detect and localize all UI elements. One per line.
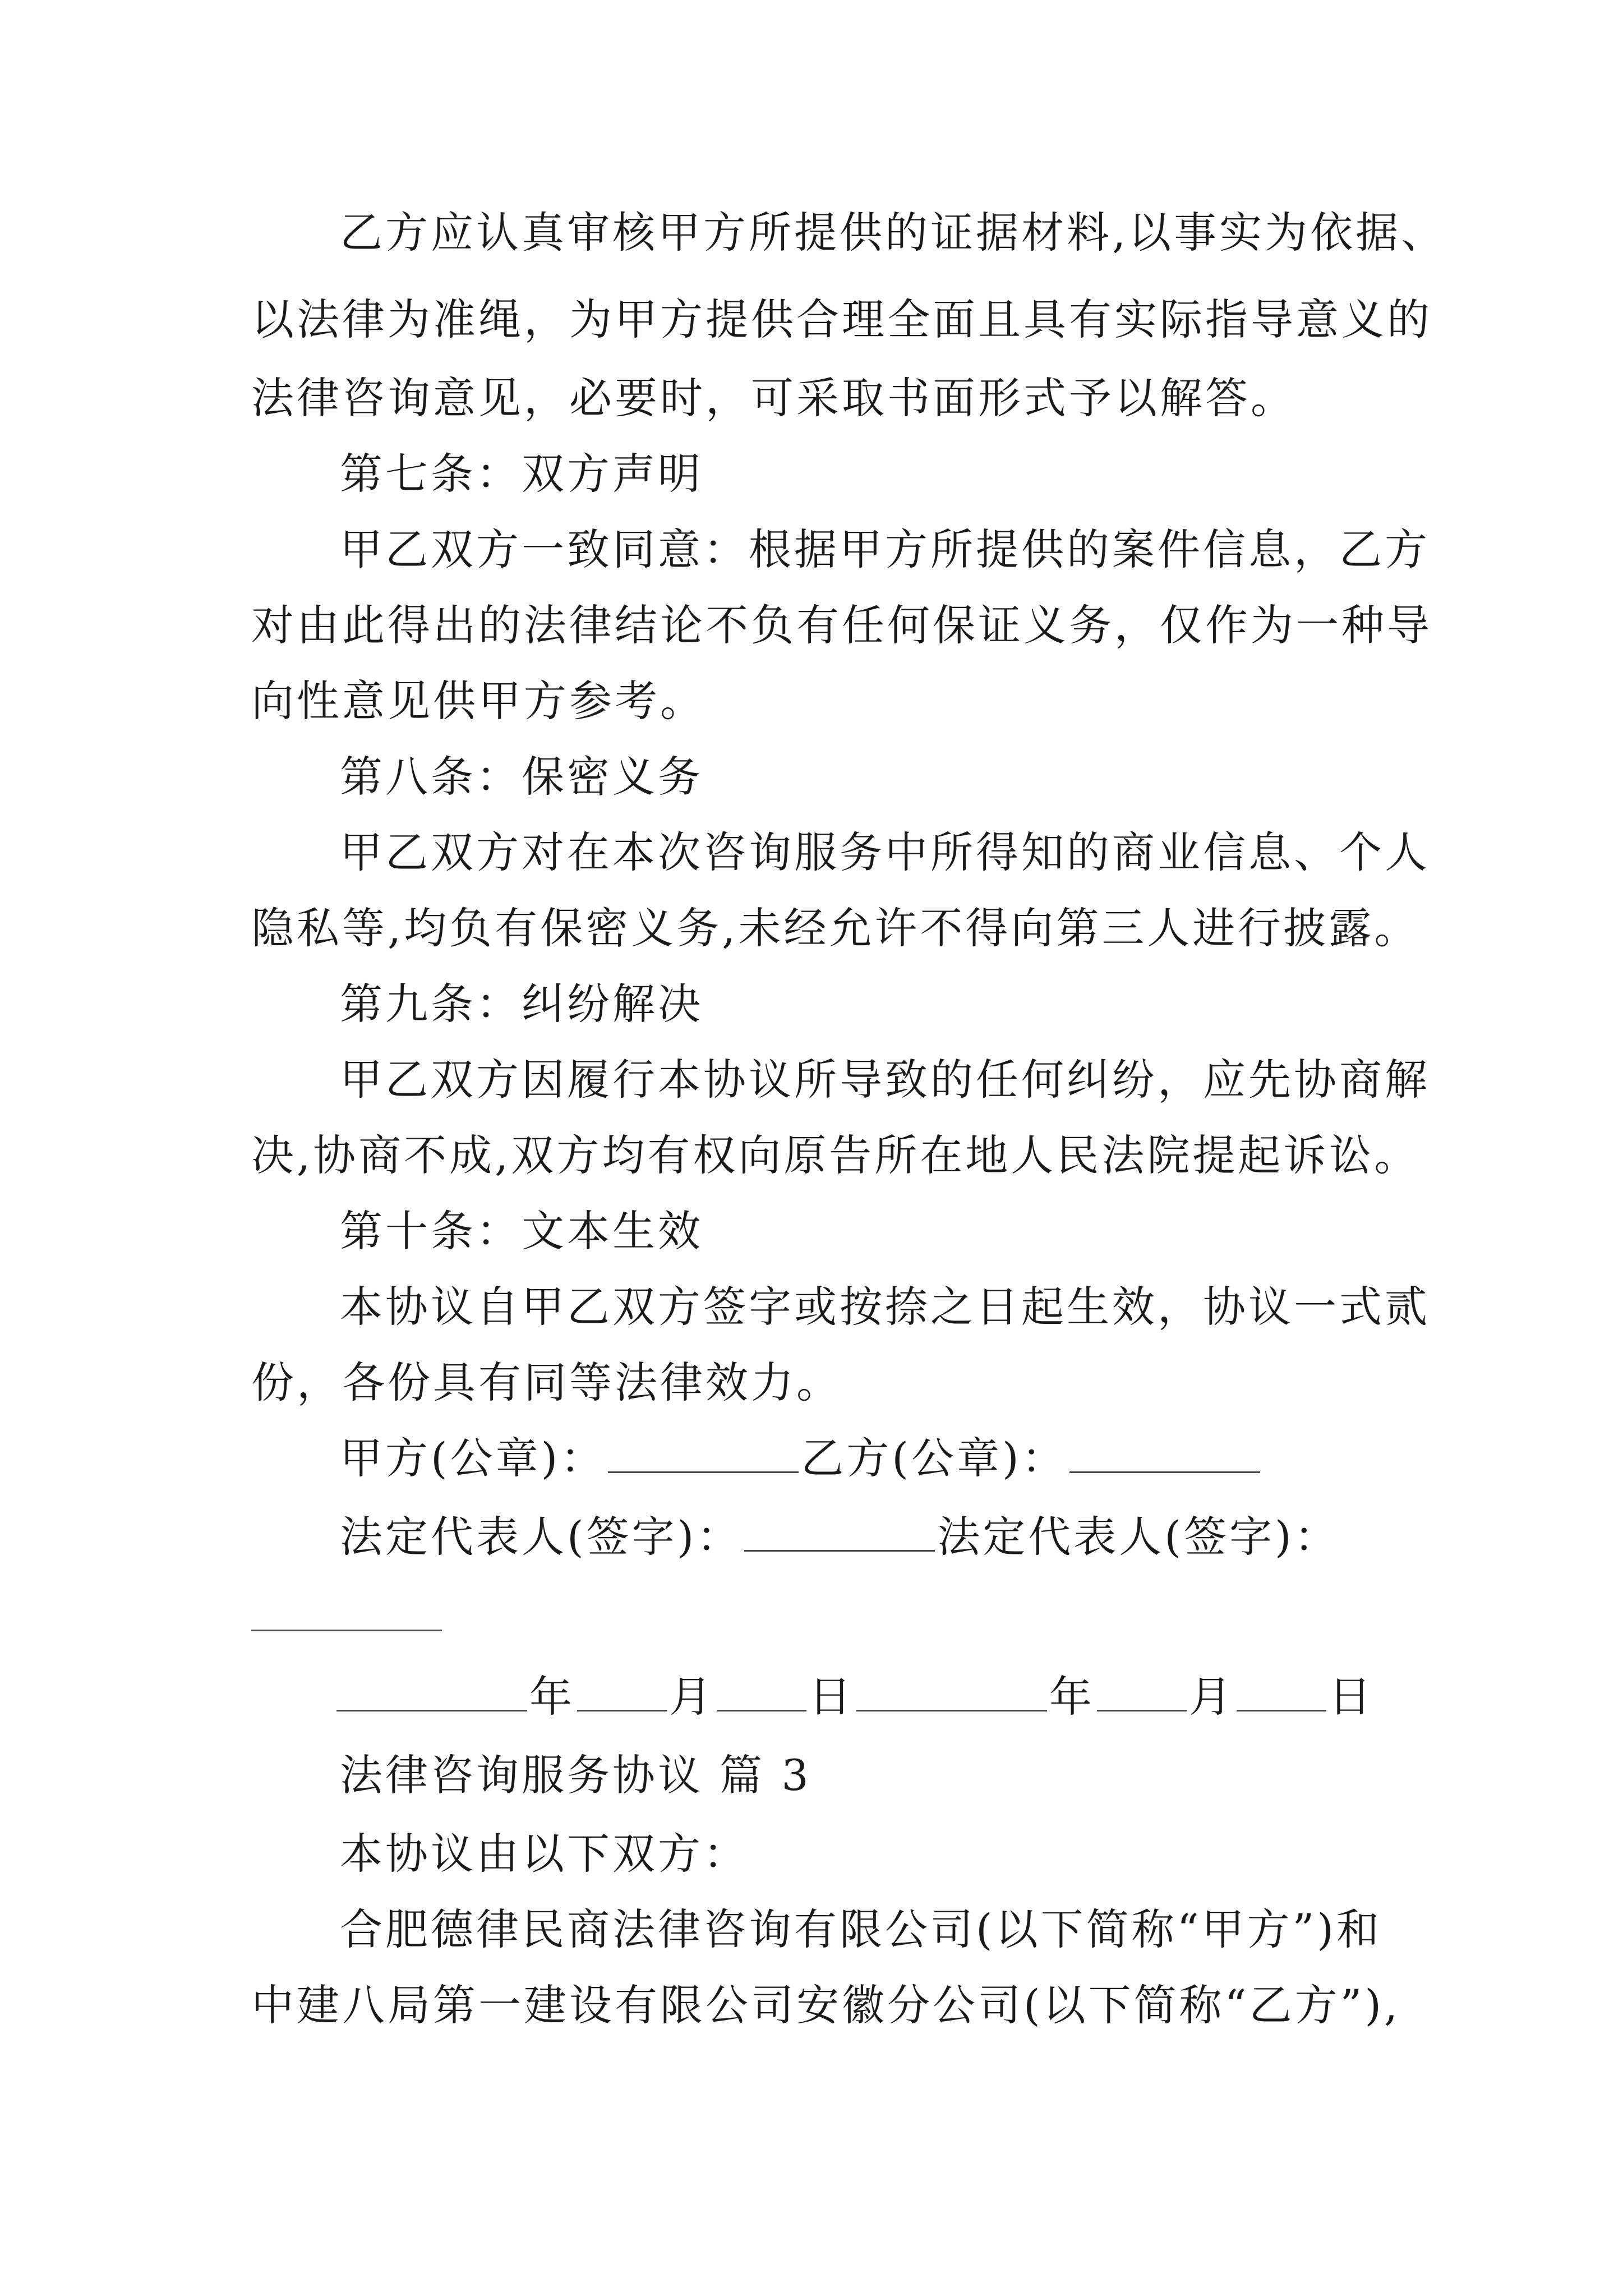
paragraph-line: 本协议由以下双方： bbox=[340, 1829, 749, 1879]
day-a-label: 日 bbox=[809, 1672, 854, 1722]
year-b-label: 年 bbox=[1049, 1672, 1095, 1722]
paragraph-line: 甲乙双方对在本次咨询服务中所得知的商业信息、个人 bbox=[340, 827, 1430, 877]
year-a-label: 年 bbox=[529, 1672, 575, 1722]
paragraph-line: 向性意见供甲方参考。 bbox=[251, 676, 706, 726]
representative-line bbox=[340, 1509, 1340, 1565]
paragraph-line: 对由此得出的法律结论不负有任何保证义务，仅作为一种导 bbox=[251, 600, 1432, 650]
article-heading: 第十条：文本生效 bbox=[340, 1206, 703, 1256]
month-a-label: 月 bbox=[669, 1672, 714, 1722]
rep-a-blank bbox=[744, 1550, 935, 1552]
day-b-blank bbox=[1237, 1710, 1326, 1711]
paragraph-line: 隐私等,均负有保密义务,未经允许不得向第三人进行披露。 bbox=[251, 903, 1420, 953]
article-heading: 第九条：纠纷解决 bbox=[340, 979, 703, 1029]
paragraph-line: 乙方应认真审核甲方所提供的证据材料,以事实为依据、 bbox=[340, 208, 1447, 257]
date-line bbox=[334, 1669, 1374, 1725]
rep-b-label: 法定代表人(签字)： bbox=[937, 1512, 1340, 1562]
paragraph-line: 甲乙双方一致同意：根据甲方所提供的案件信息，乙方 bbox=[340, 524, 1430, 574]
party-b-seal-label: 乙方(公章)： bbox=[801, 1433, 1067, 1483]
rep-b-blank bbox=[251, 1630, 442, 1631]
month-b-blank bbox=[1097, 1710, 1187, 1711]
article-heading: 第七条：双方声明 bbox=[340, 449, 703, 499]
paragraph-line: 本协议自甲乙双方签字或按捺之日起生效，协议一式贰 bbox=[340, 1282, 1430, 1332]
year-b-blank bbox=[856, 1710, 1047, 1711]
party-a-seal-blank bbox=[608, 1471, 799, 1473]
month-a-blank bbox=[577, 1710, 667, 1711]
paragraph-line: 决,协商不成,双方均有权向原告所在地人民法院提起诉讼。 bbox=[251, 1130, 1420, 1180]
party-b-seal-blank bbox=[1069, 1471, 1260, 1473]
year-a-blank bbox=[336, 1710, 527, 1711]
paragraph-line: 甲乙双方因履行本协议所导致的任何纠纷，应先协商解 bbox=[340, 1055, 1430, 1105]
paragraph-line: 中建八局第一建设有限公司安徽分公司(以下简称“乙方”), bbox=[251, 1980, 1401, 2030]
rep-a-label: 法定代表人(签字)： bbox=[340, 1512, 743, 1562]
article-heading: 第八条：保密义务 bbox=[340, 752, 703, 802]
day-b-label: 日 bbox=[1329, 1672, 1374, 1722]
seal-line bbox=[340, 1430, 1262, 1487]
section-title: 法律咨询服务协议 篇 3 bbox=[340, 1750, 811, 1800]
party-a-seal-label: 甲方(公章)： bbox=[340, 1433, 606, 1483]
paragraph-line: 份，各份具有同等法律效力。 bbox=[251, 1358, 842, 1407]
month-b-label: 月 bbox=[1189, 1672, 1234, 1722]
paragraph-line: 以法律为准绳，为甲方提供合理全面且具有实际指导意义的 bbox=[251, 295, 1432, 344]
day-a-blank bbox=[717, 1710, 806, 1711]
paragraph-line: 法律咨询意见，必要时，可采取书面形式予以解答。 bbox=[251, 373, 1296, 423]
paragraph-line: 合肥德律民商法律咨询有限公司(以下简称“甲方”)和 bbox=[340, 1904, 1382, 1954]
